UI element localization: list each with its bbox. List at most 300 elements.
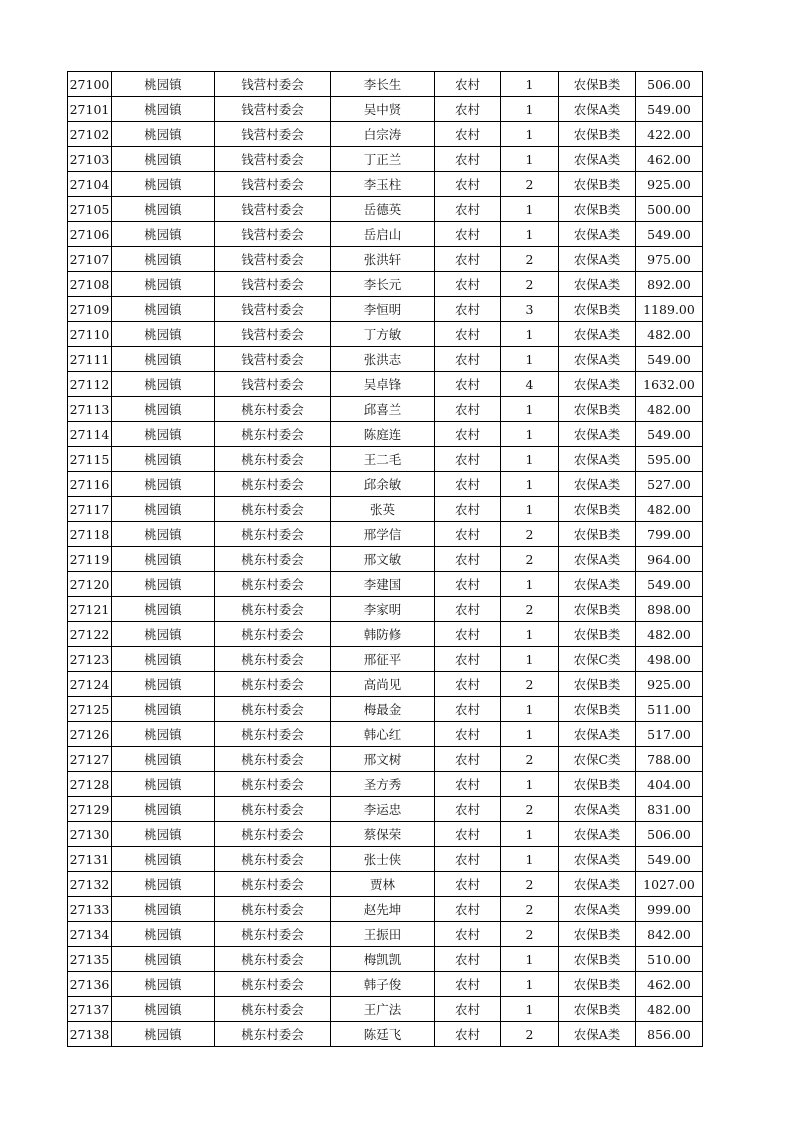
village-committee-cell: 桃东村委会 xyxy=(215,772,331,797)
name-cell: 李长元 xyxy=(331,272,435,297)
town-cell: 桃园镇 xyxy=(112,172,215,197)
insurance-category-cell: 农保B类 xyxy=(559,397,636,422)
amount-cell: 482.00 xyxy=(636,622,703,647)
area-type-cell: 农村 xyxy=(435,797,501,822)
insurance-category-cell: 农保A类 xyxy=(559,347,636,372)
records-table-body xyxy=(68,72,703,1047)
insurance-category-cell: 农保A类 xyxy=(559,547,636,572)
household-count-cell: 1 xyxy=(501,422,559,447)
household-count-cell: 1 xyxy=(501,847,559,872)
village-committee-cell: 钱营村委会 xyxy=(215,72,331,97)
village-committee-cell: 桃东村委会 xyxy=(215,497,331,522)
household-count-cell: 4 xyxy=(501,372,559,397)
name-cell: 吴卓锋 xyxy=(331,372,435,397)
amount-cell: 549.00 xyxy=(636,222,703,247)
table-row xyxy=(68,997,703,1022)
amount-cell: 1027.00 xyxy=(636,872,703,897)
household-count-cell: 1 xyxy=(501,622,559,647)
area-type-cell: 农村 xyxy=(435,322,501,347)
record-id-cell: 27114 xyxy=(68,422,112,447)
table-row xyxy=(68,647,703,672)
village-committee-cell: 桃东村委会 xyxy=(215,672,331,697)
town-cell: 桃园镇 xyxy=(112,247,215,272)
area-type-cell: 农村 xyxy=(435,122,501,147)
village-committee-cell: 桃东村委会 xyxy=(215,622,331,647)
record-id-cell: 27104 xyxy=(68,172,112,197)
name-cell: 陈廷飞 xyxy=(331,1022,435,1047)
record-id-cell: 27136 xyxy=(68,972,112,997)
table-row xyxy=(68,597,703,622)
record-id-cell: 27124 xyxy=(68,672,112,697)
table-row xyxy=(68,672,703,697)
insurance-category-cell: 农保A类 xyxy=(559,422,636,447)
town-cell: 桃园镇 xyxy=(112,797,215,822)
insurance-category-cell: 农保B类 xyxy=(559,297,636,322)
village-committee-cell: 钱营村委会 xyxy=(215,347,331,372)
name-cell: 王广法 xyxy=(331,997,435,1022)
village-committee-cell: 桃东村委会 xyxy=(215,947,331,972)
record-id-cell: 27131 xyxy=(68,847,112,872)
household-count-cell: 1 xyxy=(501,447,559,472)
record-id-cell: 27138 xyxy=(68,1022,112,1047)
area-type-cell: 农村 xyxy=(435,422,501,447)
amount-cell: 482.00 xyxy=(636,497,703,522)
amount-cell: 506.00 xyxy=(636,72,703,97)
table-row xyxy=(68,147,703,172)
insurance-category-cell: 农保A类 xyxy=(559,272,636,297)
name-cell: 岳启山 xyxy=(331,222,435,247)
record-id-cell: 27108 xyxy=(68,272,112,297)
village-committee-cell: 桃东村委会 xyxy=(215,972,331,997)
household-count-cell: 1 xyxy=(501,972,559,997)
town-cell: 桃园镇 xyxy=(112,122,215,147)
household-count-cell: 1 xyxy=(501,197,559,222)
area-type-cell: 农村 xyxy=(435,597,501,622)
village-committee-cell: 钱营村委会 xyxy=(215,372,331,397)
village-committee-cell: 桃东村委会 xyxy=(215,472,331,497)
table-row xyxy=(68,397,703,422)
village-committee-cell: 钱营村委会 xyxy=(215,272,331,297)
table-row xyxy=(68,572,703,597)
records-table xyxy=(67,71,703,1047)
area-type-cell: 农村 xyxy=(435,72,501,97)
name-cell: 贾林 xyxy=(331,872,435,897)
household-count-cell: 2 xyxy=(501,747,559,772)
record-id-cell: 27113 xyxy=(68,397,112,422)
amount-cell: 549.00 xyxy=(636,347,703,372)
household-count-cell: 2 xyxy=(501,672,559,697)
area-type-cell: 农村 xyxy=(435,897,501,922)
area-type-cell: 农村 xyxy=(435,872,501,897)
name-cell: 赵先坤 xyxy=(331,897,435,922)
area-type-cell: 农村 xyxy=(435,447,501,472)
town-cell: 桃园镇 xyxy=(112,747,215,772)
record-id-cell: 27122 xyxy=(68,622,112,647)
town-cell: 桃园镇 xyxy=(112,1022,215,1047)
area-type-cell: 农村 xyxy=(435,97,501,122)
household-count-cell: 1 xyxy=(501,322,559,347)
household-count-cell: 1 xyxy=(501,347,559,372)
town-cell: 桃园镇 xyxy=(112,447,215,472)
insurance-category-cell: 农保B类 xyxy=(559,697,636,722)
town-cell: 桃园镇 xyxy=(112,772,215,797)
area-type-cell: 农村 xyxy=(435,347,501,372)
table-row xyxy=(68,722,703,747)
record-id-cell: 27105 xyxy=(68,197,112,222)
table-row xyxy=(68,472,703,497)
area-type-cell: 农村 xyxy=(435,547,501,572)
amount-cell: 999.00 xyxy=(636,897,703,922)
area-type-cell: 农村 xyxy=(435,172,501,197)
insurance-category-cell: 农保B类 xyxy=(559,772,636,797)
table-row xyxy=(68,122,703,147)
village-committee-cell: 钱营村委会 xyxy=(215,297,331,322)
town-cell: 桃园镇 xyxy=(112,397,215,422)
town-cell: 桃园镇 xyxy=(112,897,215,922)
record-id-cell: 27111 xyxy=(68,347,112,372)
household-count-cell: 1 xyxy=(501,572,559,597)
area-type-cell: 农村 xyxy=(435,147,501,172)
household-count-cell: 2 xyxy=(501,272,559,297)
insurance-category-cell: 农保B类 xyxy=(559,172,636,197)
household-count-cell: 1 xyxy=(501,497,559,522)
amount-cell: 856.00 xyxy=(636,1022,703,1047)
table-row xyxy=(68,422,703,447)
village-committee-cell: 钱营村委会 xyxy=(215,97,331,122)
village-committee-cell: 桃东村委会 xyxy=(215,897,331,922)
town-cell: 桃园镇 xyxy=(112,147,215,172)
table-row xyxy=(68,797,703,822)
name-cell: 白宗涛 xyxy=(331,122,435,147)
amount-cell: 842.00 xyxy=(636,922,703,947)
village-committee-cell: 钱营村委会 xyxy=(215,122,331,147)
area-type-cell: 农村 xyxy=(435,672,501,697)
amount-cell: 500.00 xyxy=(636,197,703,222)
amount-cell: 1632.00 xyxy=(636,372,703,397)
village-committee-cell: 钱营村委会 xyxy=(215,197,331,222)
record-id-cell: 27125 xyxy=(68,697,112,722)
town-cell: 桃园镇 xyxy=(112,697,215,722)
area-type-cell: 农村 xyxy=(435,697,501,722)
record-id-cell: 27127 xyxy=(68,747,112,772)
household-count-cell: 1 xyxy=(501,397,559,422)
household-count-cell: 2 xyxy=(501,247,559,272)
name-cell: 李恒明 xyxy=(331,297,435,322)
record-id-cell: 27126 xyxy=(68,722,112,747)
insurance-category-cell: 农保B类 xyxy=(559,947,636,972)
name-cell: 王振田 xyxy=(331,922,435,947)
household-count-cell: 2 xyxy=(501,522,559,547)
area-type-cell: 农村 xyxy=(435,397,501,422)
table-row xyxy=(68,1022,703,1047)
insurance-category-cell: 农保A类 xyxy=(559,97,636,122)
amount-cell: 404.00 xyxy=(636,772,703,797)
name-cell: 岳德英 xyxy=(331,197,435,222)
name-cell: 梅最金 xyxy=(331,697,435,722)
name-cell: 张士侠 xyxy=(331,847,435,872)
table-row xyxy=(68,297,703,322)
name-cell: 邢学信 xyxy=(331,522,435,547)
amount-cell: 549.00 xyxy=(636,847,703,872)
town-cell: 桃园镇 xyxy=(112,322,215,347)
record-id-cell: 27101 xyxy=(68,97,112,122)
household-count-cell: 2 xyxy=(501,872,559,897)
table-row xyxy=(68,772,703,797)
household-count-cell: 1 xyxy=(501,697,559,722)
insurance-category-cell: 农保B类 xyxy=(559,597,636,622)
insurance-category-cell: 农保A类 xyxy=(559,797,636,822)
amount-cell: 925.00 xyxy=(636,172,703,197)
insurance-category-cell: 农保C类 xyxy=(559,747,636,772)
record-id-cell: 27112 xyxy=(68,372,112,397)
name-cell: 陈庭连 xyxy=(331,422,435,447)
household-count-cell: 1 xyxy=(501,647,559,672)
village-committee-cell: 钱营村委会 xyxy=(215,147,331,172)
amount-cell: 549.00 xyxy=(636,97,703,122)
record-id-cell: 27117 xyxy=(68,497,112,522)
household-count-cell: 2 xyxy=(501,172,559,197)
insurance-category-cell: 农保B类 xyxy=(559,522,636,547)
table-row xyxy=(68,547,703,572)
household-count-cell: 2 xyxy=(501,597,559,622)
record-id-cell: 27120 xyxy=(68,572,112,597)
table-row xyxy=(68,222,703,247)
name-cell: 李运忠 xyxy=(331,797,435,822)
insurance-category-cell: 农保B类 xyxy=(559,622,636,647)
amount-cell: 975.00 xyxy=(636,247,703,272)
household-count-cell: 1 xyxy=(501,97,559,122)
town-cell: 桃园镇 xyxy=(112,847,215,872)
record-id-cell: 27107 xyxy=(68,247,112,272)
name-cell: 李家明 xyxy=(331,597,435,622)
village-committee-cell: 桃东村委会 xyxy=(215,597,331,622)
name-cell: 邢征平 xyxy=(331,647,435,672)
record-id-cell: 27118 xyxy=(68,522,112,547)
table-row xyxy=(68,372,703,397)
household-count-cell: 1 xyxy=(501,772,559,797)
town-cell: 桃园镇 xyxy=(112,922,215,947)
record-id-cell: 27137 xyxy=(68,997,112,1022)
household-count-cell: 1 xyxy=(501,822,559,847)
insurance-category-cell: 农保C类 xyxy=(559,647,636,672)
name-cell: 韩防修 xyxy=(331,622,435,647)
insurance-category-cell: 农保B类 xyxy=(559,497,636,522)
village-committee-cell: 桃东村委会 xyxy=(215,547,331,572)
town-cell: 桃园镇 xyxy=(112,97,215,122)
record-id-cell: 27129 xyxy=(68,797,112,822)
name-cell: 蔡保荣 xyxy=(331,822,435,847)
record-id-cell: 27116 xyxy=(68,472,112,497)
insurance-category-cell: 农保A类 xyxy=(559,472,636,497)
name-cell: 圣方秀 xyxy=(331,772,435,797)
village-committee-cell: 桃东村委会 xyxy=(215,572,331,597)
town-cell: 桃园镇 xyxy=(112,597,215,622)
insurance-category-cell: 农保B类 xyxy=(559,672,636,697)
insurance-category-cell: 农保B类 xyxy=(559,972,636,997)
amount-cell: 482.00 xyxy=(636,397,703,422)
town-cell: 桃园镇 xyxy=(112,222,215,247)
insurance-category-cell: 农保B类 xyxy=(559,922,636,947)
table-row xyxy=(68,347,703,372)
table-row xyxy=(68,822,703,847)
village-committee-cell: 桃东村委会 xyxy=(215,822,331,847)
household-count-cell: 1 xyxy=(501,122,559,147)
amount-cell: 831.00 xyxy=(636,797,703,822)
household-count-cell: 2 xyxy=(501,922,559,947)
household-count-cell: 1 xyxy=(501,722,559,747)
town-cell: 桃园镇 xyxy=(112,347,215,372)
amount-cell: 511.00 xyxy=(636,697,703,722)
record-id-cell: 27106 xyxy=(68,222,112,247)
area-type-cell: 农村 xyxy=(435,722,501,747)
insurance-category-cell: 农保B类 xyxy=(559,997,636,1022)
table-row xyxy=(68,497,703,522)
table-row xyxy=(68,847,703,872)
area-type-cell: 农村 xyxy=(435,972,501,997)
amount-cell: 462.00 xyxy=(636,972,703,997)
town-cell: 桃园镇 xyxy=(112,547,215,572)
area-type-cell: 农村 xyxy=(435,947,501,972)
name-cell: 王二毛 xyxy=(331,447,435,472)
insurance-category-cell: 农保A类 xyxy=(559,322,636,347)
area-type-cell: 农村 xyxy=(435,647,501,672)
table-row xyxy=(68,872,703,897)
insurance-category-cell: 农保A类 xyxy=(559,872,636,897)
name-cell: 邱喜兰 xyxy=(331,397,435,422)
table-row xyxy=(68,947,703,972)
town-cell: 桃园镇 xyxy=(112,72,215,97)
name-cell: 李建国 xyxy=(331,572,435,597)
area-type-cell: 农村 xyxy=(435,497,501,522)
insurance-category-cell: 农保B类 xyxy=(559,72,636,97)
village-committee-cell: 桃东村委会 xyxy=(215,397,331,422)
insurance-category-cell: 农保A类 xyxy=(559,372,636,397)
name-cell: 张英 xyxy=(331,497,435,522)
amount-cell: 964.00 xyxy=(636,547,703,572)
area-type-cell: 农村 xyxy=(435,272,501,297)
area-type-cell: 农村 xyxy=(435,1022,501,1047)
record-id-cell: 27128 xyxy=(68,772,112,797)
household-count-cell: 1 xyxy=(501,147,559,172)
insurance-category-cell: 农保A类 xyxy=(559,822,636,847)
area-type-cell: 农村 xyxy=(435,372,501,397)
household-count-cell: 1 xyxy=(501,72,559,97)
village-committee-cell: 钱营村委会 xyxy=(215,172,331,197)
household-count-cell: 2 xyxy=(501,797,559,822)
insurance-category-cell: 农保B类 xyxy=(559,122,636,147)
village-committee-cell: 桃东村委会 xyxy=(215,447,331,472)
insurance-category-cell: 农保A类 xyxy=(559,222,636,247)
town-cell: 桃园镇 xyxy=(112,572,215,597)
name-cell: 邢文树 xyxy=(331,747,435,772)
area-type-cell: 农村 xyxy=(435,297,501,322)
village-committee-cell: 钱营村委会 xyxy=(215,222,331,247)
record-id-cell: 27133 xyxy=(68,897,112,922)
area-type-cell: 农村 xyxy=(435,847,501,872)
village-committee-cell: 钱营村委会 xyxy=(215,247,331,272)
amount-cell: 462.00 xyxy=(636,147,703,172)
village-committee-cell: 桃东村委会 xyxy=(215,722,331,747)
area-type-cell: 农村 xyxy=(435,772,501,797)
insurance-category-cell: 农保A类 xyxy=(559,247,636,272)
amount-cell: 788.00 xyxy=(636,747,703,772)
amount-cell: 422.00 xyxy=(636,122,703,147)
area-type-cell: 农村 xyxy=(435,747,501,772)
table-row xyxy=(68,897,703,922)
household-count-cell: 1 xyxy=(501,997,559,1022)
table-row xyxy=(68,622,703,647)
amount-cell: 517.00 xyxy=(636,722,703,747)
record-id-cell: 27121 xyxy=(68,597,112,622)
household-count-cell: 1 xyxy=(501,947,559,972)
amount-cell: 799.00 xyxy=(636,522,703,547)
name-cell: 韩心红 xyxy=(331,722,435,747)
record-id-cell: 27134 xyxy=(68,922,112,947)
town-cell: 桃园镇 xyxy=(112,297,215,322)
table-row xyxy=(68,172,703,197)
insurance-category-cell: 农保A类 xyxy=(559,847,636,872)
village-committee-cell: 桃东村委会 xyxy=(215,422,331,447)
table-row xyxy=(68,447,703,472)
record-id-cell: 27103 xyxy=(68,147,112,172)
village-committee-cell: 钱营村委会 xyxy=(215,322,331,347)
name-cell: 吴中贤 xyxy=(331,97,435,122)
amount-cell: 482.00 xyxy=(636,322,703,347)
table-row xyxy=(68,272,703,297)
village-committee-cell: 桃东村委会 xyxy=(215,997,331,1022)
village-committee-cell: 桃东村委会 xyxy=(215,1022,331,1047)
record-id-cell: 27110 xyxy=(68,322,112,347)
town-cell: 桃园镇 xyxy=(112,647,215,672)
table-row xyxy=(68,522,703,547)
village-committee-cell: 桃东村委会 xyxy=(215,922,331,947)
village-committee-cell: 桃东村委会 xyxy=(215,697,331,722)
town-cell: 桃园镇 xyxy=(112,497,215,522)
town-cell: 桃园镇 xyxy=(112,472,215,497)
town-cell: 桃园镇 xyxy=(112,272,215,297)
name-cell: 李长生 xyxy=(331,72,435,97)
table-row xyxy=(68,922,703,947)
record-id-cell: 27109 xyxy=(68,297,112,322)
amount-cell: 1189.00 xyxy=(636,297,703,322)
name-cell: 李玉柱 xyxy=(331,172,435,197)
area-type-cell: 农村 xyxy=(435,622,501,647)
town-cell: 桃园镇 xyxy=(112,997,215,1022)
record-id-cell: 27135 xyxy=(68,947,112,972)
village-committee-cell: 桃东村委会 xyxy=(215,747,331,772)
name-cell: 邱余敏 xyxy=(331,472,435,497)
table-row xyxy=(68,747,703,772)
village-committee-cell: 桃东村委会 xyxy=(215,872,331,897)
village-committee-cell: 桃东村委会 xyxy=(215,647,331,672)
table-row xyxy=(68,972,703,997)
record-id-cell: 27119 xyxy=(68,547,112,572)
insurance-category-cell: 农保A类 xyxy=(559,1022,636,1047)
amount-cell: 498.00 xyxy=(636,647,703,672)
amount-cell: 925.00 xyxy=(636,672,703,697)
insurance-category-cell: 农保A类 xyxy=(559,147,636,172)
household-count-cell: 2 xyxy=(501,897,559,922)
amount-cell: 510.00 xyxy=(636,947,703,972)
amount-cell: 527.00 xyxy=(636,472,703,497)
name-cell: 丁方敏 xyxy=(331,322,435,347)
record-id-cell: 27100 xyxy=(68,72,112,97)
town-cell: 桃园镇 xyxy=(112,947,215,972)
name-cell: 韩子俊 xyxy=(331,972,435,997)
record-id-cell: 27115 xyxy=(68,447,112,472)
household-count-cell: 3 xyxy=(501,297,559,322)
town-cell: 桃园镇 xyxy=(112,722,215,747)
